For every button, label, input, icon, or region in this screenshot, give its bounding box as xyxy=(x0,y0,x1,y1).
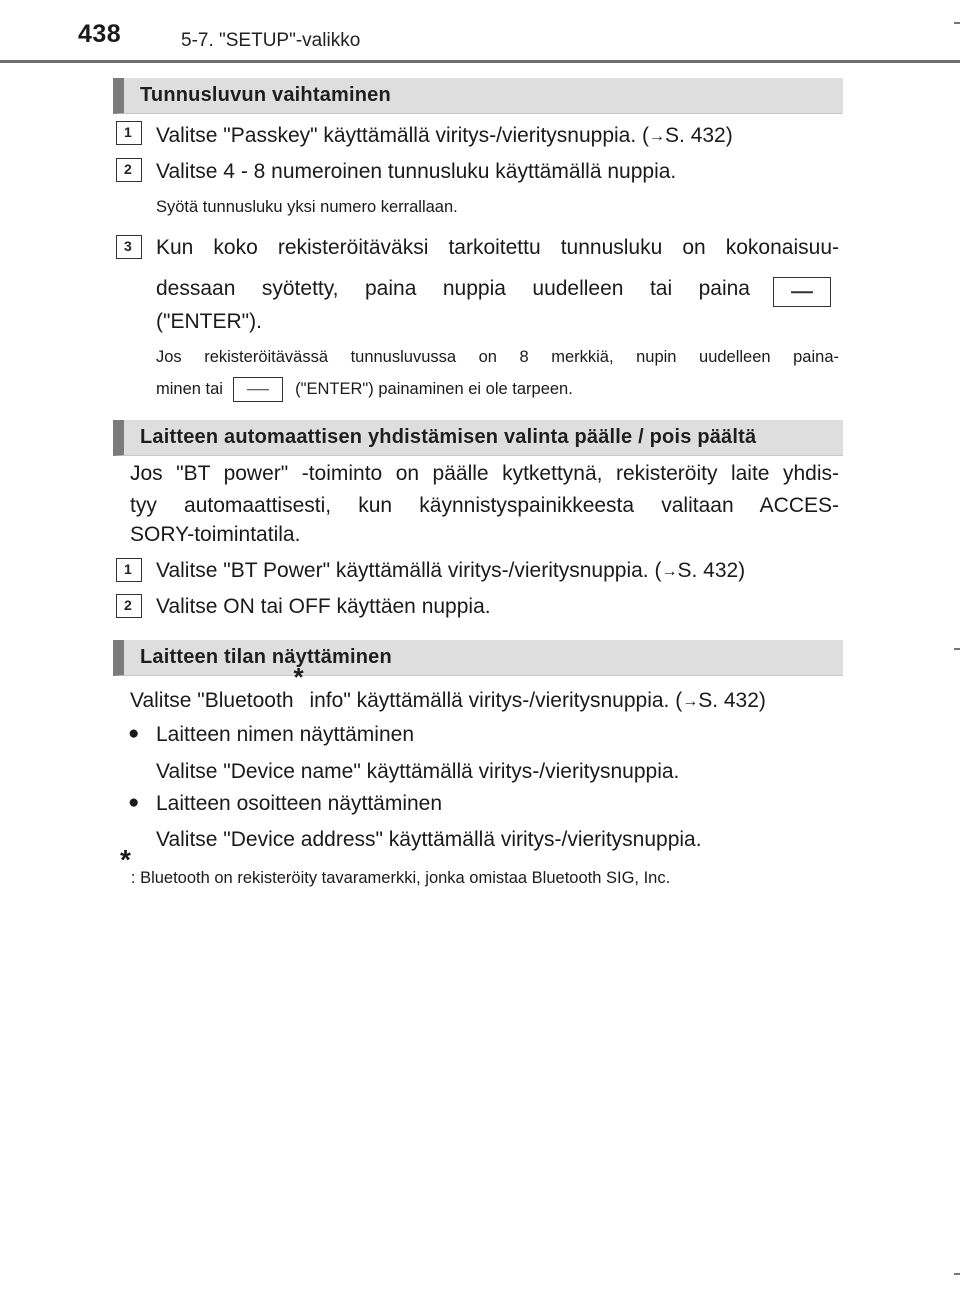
step-note: Jos rekisteröitävässä tunnusluvussa on 8 merkkiä, nupin uudelleen paina- xyxy=(156,348,839,366)
section-title: Tunnusluvun vaihtaminen xyxy=(140,84,391,106)
step-text: Kun koko rekisteröitäväksi tarkoitettu tunnusluku on kokonaisuu- xyxy=(156,236,839,259)
arrow-right-icon: → xyxy=(682,693,699,710)
page-number: 438 xyxy=(78,20,122,48)
step-number-box: 1 xyxy=(116,558,142,582)
footnote: *: Bluetooth on rekisteröity tavaramerkki, jonka omistaa Bluetooth SIG, Inc. xyxy=(120,844,671,887)
section-header-passkey xyxy=(113,78,843,114)
edge-tick-mark xyxy=(954,1273,960,1275)
body-text: SORY-toimintatila. xyxy=(130,523,301,546)
bullet-text: Valitse "Device name" käyttämällä viritys-/vieritysnuppia. xyxy=(156,760,680,783)
body-text: Valitse "Bluetooth* info" käyttämällä viritys-/vieritysnuppia. (→S. 432) xyxy=(130,662,766,712)
step-number-box: 2 xyxy=(116,594,142,618)
section-title: Laitteen tilan näyttäminen xyxy=(140,646,392,668)
section-title: Laitteen automaattisen yhdistämisen valinta päälle / pois päältä xyxy=(140,426,757,448)
step-text: ("ENTER"). xyxy=(156,310,262,333)
step-text: dessaan syötetty, paina nuppia uudelleen tai paina xyxy=(156,277,750,300)
body-text: Jos "BT power" -toiminto on päälle kytkettynä, rekisteröity laite yhdis- xyxy=(130,462,839,485)
enter-button-icon xyxy=(773,277,831,307)
edge-tick-mark xyxy=(954,22,960,24)
body-text: tyy automaattisesti, kun käynnistyspainikkeesta valitaan ACCES- xyxy=(130,494,839,517)
step-text: Valitse "Passkey" käyttämällä viritys-/vieritysnuppia. (→S. 432) xyxy=(156,124,733,147)
bullet-title: Laitteen osoitteen näyttäminen xyxy=(156,792,443,815)
section-header-device-status xyxy=(113,640,843,676)
step-note: Syötä tunnusluku yksi numero kerrallaan. xyxy=(156,198,458,216)
header-divider xyxy=(0,60,960,63)
step-note: minen tai ("ENTER") painaminen ei ole tarpeen. xyxy=(156,373,573,405)
step-number-box: 3 xyxy=(116,235,142,259)
step-number-box: 1 xyxy=(116,121,142,145)
arrow-right-icon: → xyxy=(661,563,678,580)
bullet-icon: ● xyxy=(128,723,140,744)
bullet-title: Laitteen nimen näyttäminen xyxy=(156,723,414,746)
step-text: Valitse 4 - 8 numeroinen tunnusluku käyttämällä nuppia. xyxy=(156,160,677,183)
edge-tick-mark xyxy=(954,648,960,650)
enter-button-icon xyxy=(233,377,283,402)
arrow-right-icon: → xyxy=(649,128,666,145)
step-text: Valitse "BT Power" käyttämällä viritys-/vieritysnuppia. (→S. 432) xyxy=(156,559,746,582)
bullet-icon: ● xyxy=(128,792,140,813)
step-text: Valitse ON tai OFF käyttäen nuppia. xyxy=(156,595,491,618)
step-number-box: 2 xyxy=(116,158,142,182)
asterisk-mark: * xyxy=(293,662,304,692)
chapter-title: 5-7. "SETUP"-valikko xyxy=(181,30,361,51)
bullet-text: Valitse "Device address" käyttämällä viritys-/vieritysnuppia. xyxy=(156,828,702,851)
section-header-auto-connect xyxy=(113,420,843,456)
asterisk-mark: * xyxy=(120,844,131,875)
